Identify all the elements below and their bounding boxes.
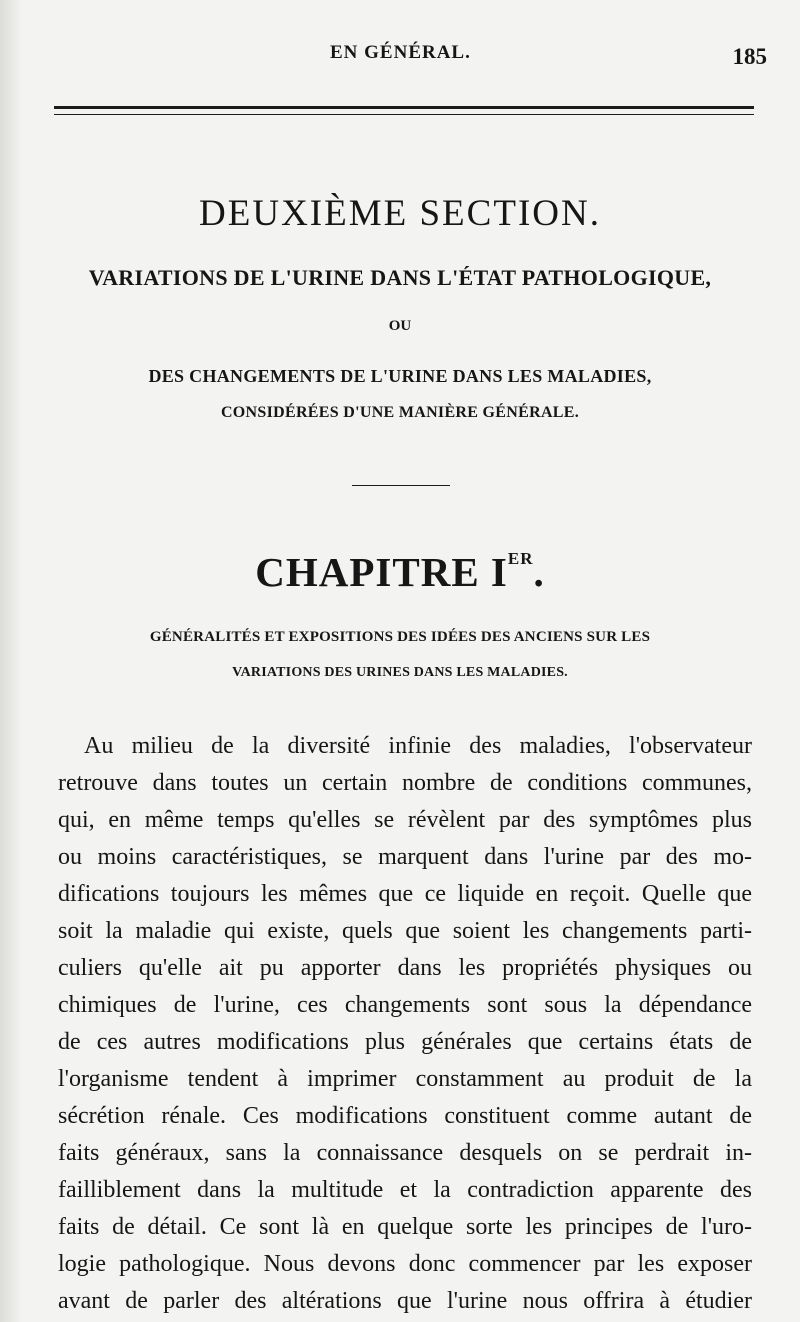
- chapter-title-period: .: [533, 549, 545, 595]
- chapter-title-text: CHAPITRE I: [255, 549, 508, 595]
- body-line: Au milieu de la diversité infinie des maladies, l'observateur: [84, 733, 752, 759]
- body-line: failliblement dans la multitude et la contradiction apparente des: [58, 1177, 752, 1203]
- body-line: qui, en même temps qu'elles se révèlent par des symptômes plus: [58, 807, 752, 833]
- chapter-title: [0, 548, 800, 596]
- body-line: l'organisme tendent à imprimer constamment au produit de la: [58, 1066, 752, 1092]
- chapter-subtitle-line-1: GÉNÉRALITÉS ET EXPOSITIONS DES IDÉES DES ANCIENS SUR LES: [149, 629, 651, 645]
- body-line: soit la maladie qui existe, quels que soient les changements parti-: [58, 918, 752, 944]
- section-subtitle-line-3: CONSIDÉRÉES D'UNE MANIÈRE GÉNÉRALE.: [220, 404, 580, 421]
- body-line: faits généraux, sans la connaissance desquels on se perdrait in-: [58, 1140, 752, 1166]
- section-subtitle-line-2: DES CHANGEMENTS DE L'URINE DANS LES MALADIES,: [148, 366, 652, 386]
- body-line: faits de détail. Ce sont là en quelque sorte les principes de l'uro-: [58, 1214, 752, 1240]
- body-line: logie pathologique. Nous devons donc commencer par les exposer: [58, 1251, 752, 1277]
- body-line: retrouve dans toutes un certain nombre de conditions communes,: [58, 770, 752, 796]
- section-subtitle-conjunction: OU: [388, 318, 412, 334]
- body-line: avant de parler des altérations que l'urine nous offrira à étudier: [58, 1288, 752, 1314]
- body-line: culiers qu'elle ait pu apporter dans les propriétés physiques ou: [58, 955, 752, 981]
- section-divider-rule: [352, 485, 450, 486]
- chapter-title-superscript: ER: [507, 549, 534, 568]
- section-title: DEUXIÈME SECTION.: [199, 193, 601, 234]
- body-line: chimiques de l'urine, ces changements sont sous la dépendance: [58, 992, 752, 1018]
- running-header: [0, 42, 800, 72]
- body-paragraph: [58, 728, 752, 1320]
- chapter-subtitle-line-2: VARIATIONS DES URINES DANS LES MALADIES.: [232, 665, 568, 680]
- page-number: 185: [732, 44, 767, 69]
- header-double-rule: [54, 106, 754, 115]
- body-line: ou moins caractéristiques, se marquent dans l'urine par des mo-: [58, 844, 752, 870]
- body-line: de ces autres modifications plus générales que certains états de: [58, 1029, 752, 1055]
- body-line: sécrétion rénale. Ces modifications constituent comme autant de: [58, 1103, 752, 1129]
- running-title: EN GÉNÉRAL.: [330, 42, 471, 63]
- section-subtitle-line-1: VARIATIONS DE L'URINE DANS L'ÉTAT PATHOLOGIQUE,: [88, 265, 712, 290]
- body-line: difications toujours les mêmes que ce liquide en reçoit. Quelle que: [58, 881, 752, 907]
